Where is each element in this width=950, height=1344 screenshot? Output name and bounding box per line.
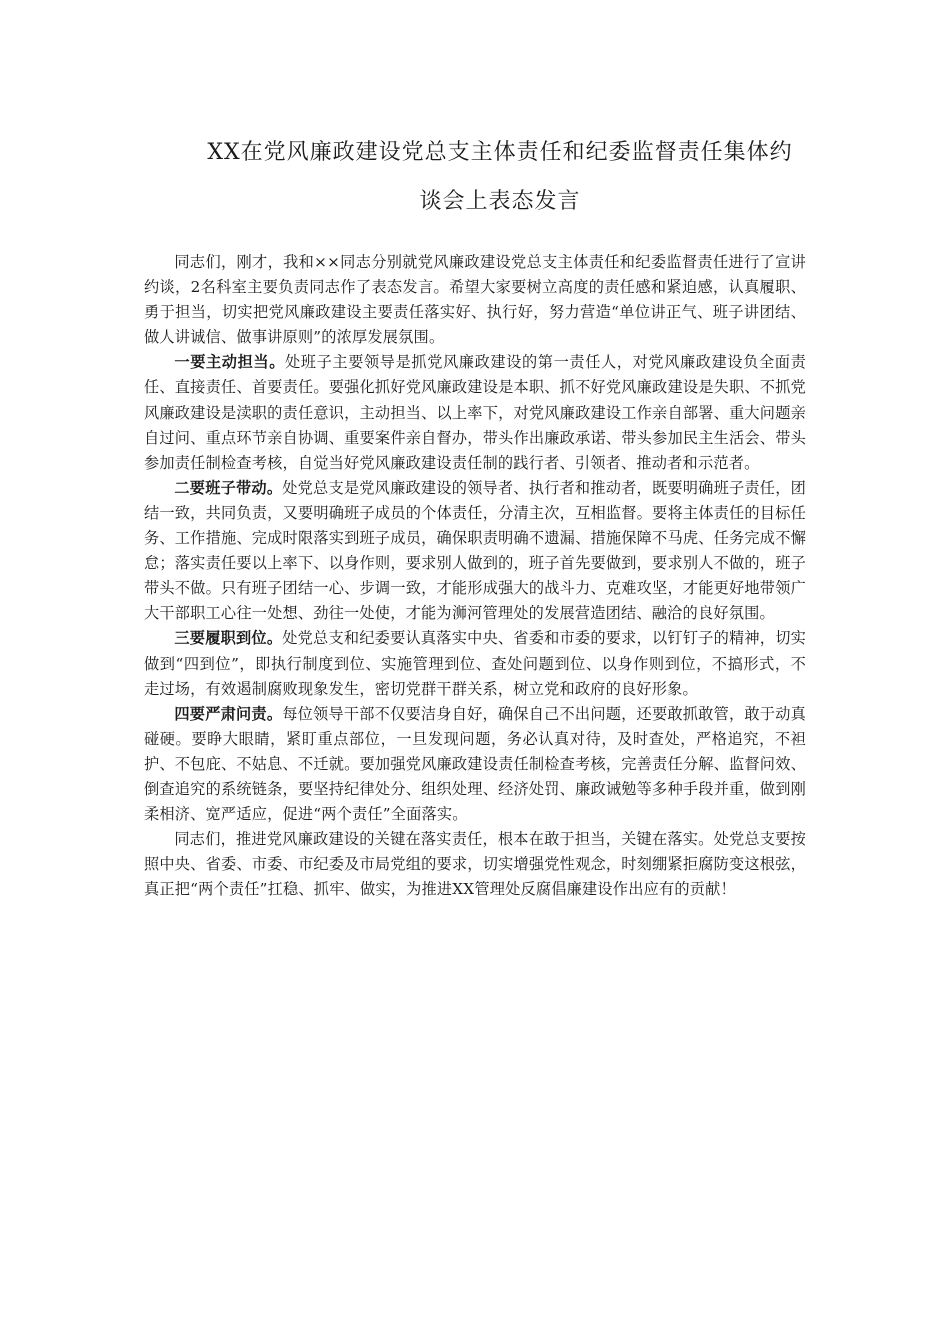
paragraph-text: 处班子主要领导是抓党风廉政建设的第一责任人，对党风廉政建设负全面责任、直接责任、首要责任。要强化抓好党风廉政建设是本职、抓不好党风廉政建设是失职、不抓党风廉政建设是渎职的责任意识，主动担当、以上率下，对党风廉政建设工作亲自部署、重大问题亲自过问、重点环节亲自协调、重要案件亲自督办，带头作出廉政承诺、带头参加民主生活会、带头参加责任制检查考核，自觉当好党风廉政建设责任制的践行者、引领者、推动者和示范者。 xyxy=(144,353,806,472)
paragraph-text: 每位领导干部不仅要洁身自好，确保自己不出问题，还要敢抓敢管，敢于动真碰硬。要睁大眼睛，紧盯重点部位，一旦发现问题，务必认真对待，及时查处，严格追究，不袒护、不包庇、不姑息、不迁就。要加强党风廉政建设责任制检查考核，完善责任分解、监督问效、倒查追究的系统链条，要坚持纪律处分、组织处理、经济处罚、廉政诫勉等多种手段并重，做到刚柔相济、宽严适应，促进“两个责任”全面落实。 xyxy=(144,704,806,824)
paragraph-text: 处党总支和纪委要认真落实中央、省委和市委的要求，以钉钉子的精神，切实做到“四到位”，即执行制度到位、实施管理到位、查处问题到位、以身作则到位，不搞形式，不走过场，有效遏制腐败现象发生，密切党群干群关系，树立党和政府的良好形象。 xyxy=(144,629,806,698)
paragraph-point-2 xyxy=(144,476,806,627)
paragraph-lead: 四要严肃问责。 xyxy=(174,704,283,723)
paragraph-text: 同志们，刚才，我和××同志分别就党风廉政建设党总支主体责任和纪委监督责任进行了宣讲约谈，2名科室主要负责同志作了表态发言。希望大家要树立高度的责任感和紧迫感，认真履职、勇于担当，切实把党风廉政建设主要责任落实好、执行好，努力营造“单位讲正气、班子讲团结、做人讲诚信、做事讲原则”的浓厚发展氛围。 xyxy=(144,253,806,347)
paragraph-point-4 xyxy=(144,702,806,827)
paragraph-text: 同志们，推进党风廉政建设的关键在落实责任，根本在敢于担当，关键在落实。处党总支要按照中央、省委、市委、市纪委及市局党组的要求，切实增强党性观念，时刻绷紧拒腐防变这根弦，真正把“两个责任”扛稳、抓牢、做实，为推进XX管理处反腐倡廉建设作出应有的贡献！ xyxy=(144,830,806,899)
paragraph-text: 处党总支是党风廉政建设的领导者、执行者和推动者，既要明确班子责任，团结一致，共同负责，又要明确班子成员的个体责任，分清主次，互相监督。要将主体责任的目标任务、工作措施、完成时限落实到班子成员，确保职责明确不遗漏、措施保障不马虎、任务完成不懈怠；落实责任要以上率下、以身作则，要求别人做到的，班子首先要做到，要求别人不做的，班子带头不做。只有班子团结一心、步调一致，才能形成强大的战斗力、克难攻坚，才能更好地带领广大干部职工心往一处想、劲往一处使，才能为浉河管理处的发展营造团结、融洽的良好氛围。 xyxy=(144,478,806,623)
paragraph-point-3 xyxy=(144,626,806,701)
document-title-line-1: XX在党风廉政建设党总支主体责任和纪委监督责任集体约 xyxy=(207,140,793,165)
paragraph-closing xyxy=(144,827,806,902)
document-title-line-2: 谈会上表态发言 xyxy=(419,189,581,214)
paragraph-lead: 二要班子带动。 xyxy=(174,478,283,497)
document-body xyxy=(144,250,806,902)
paragraph-lead: 三要履职到位。 xyxy=(174,629,283,648)
paragraph-point-1 xyxy=(144,350,806,475)
paragraph-lead: 一要主动担当。 xyxy=(174,353,285,372)
paragraph-opening xyxy=(144,250,806,350)
